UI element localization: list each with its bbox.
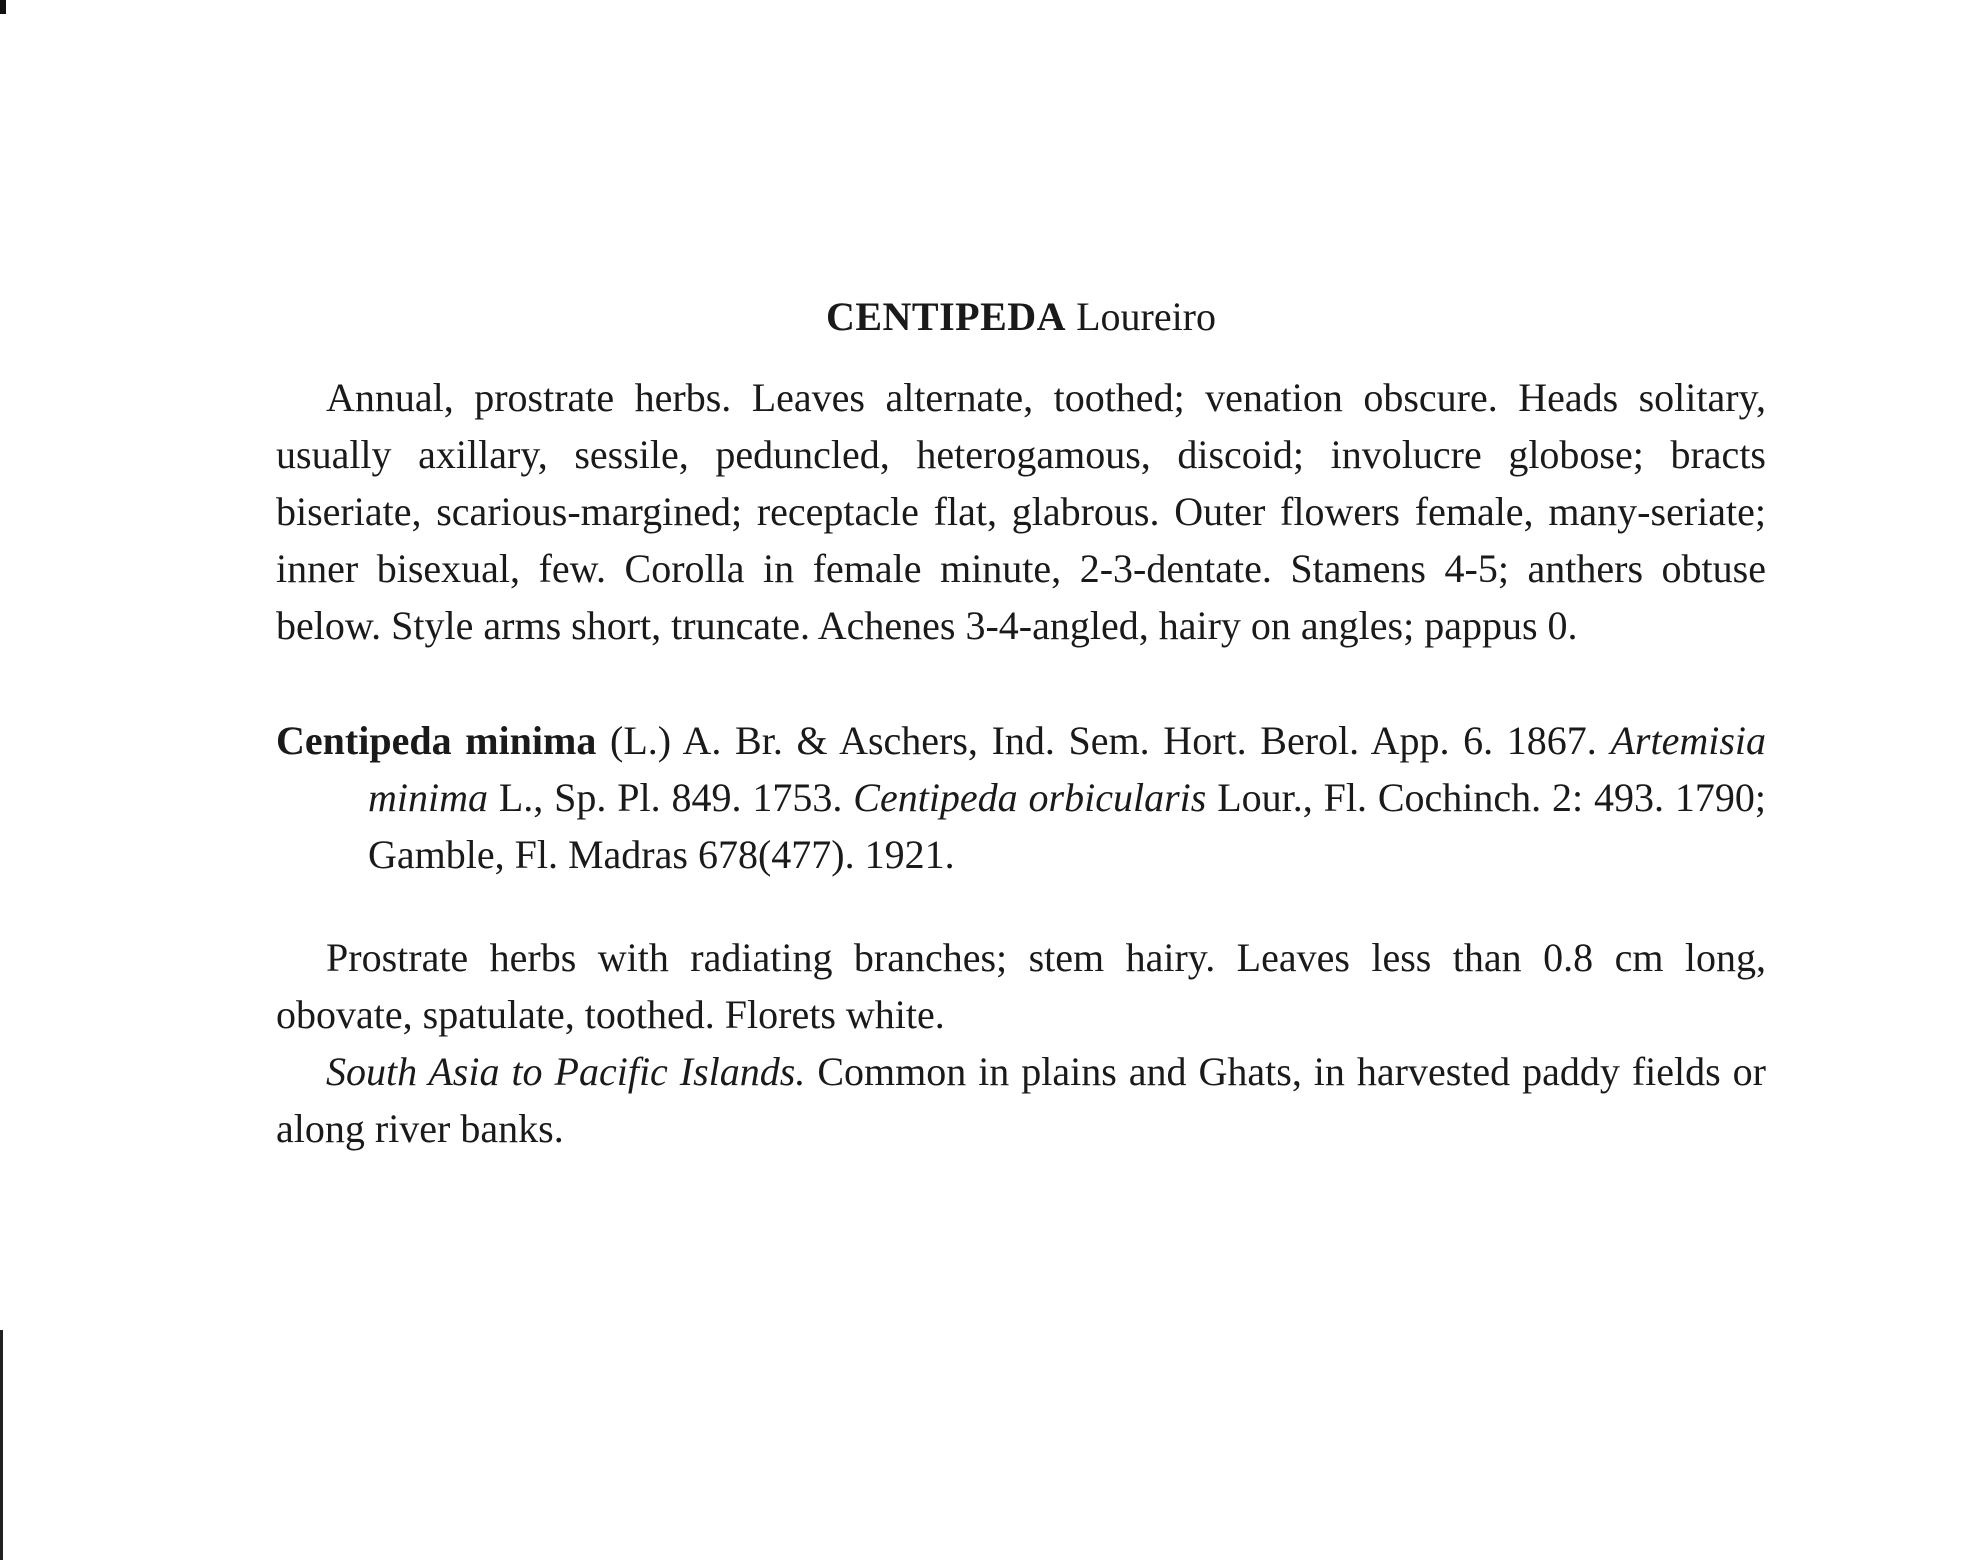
genus-author: Loureiro bbox=[1076, 294, 1217, 339]
species-citation-1: (L.) A. Br. & Aschers, Ind. Sem. Hort. Berol. App. 6. 1867. bbox=[610, 718, 1597, 763]
genus-name: CENTIPEDA bbox=[825, 294, 1067, 339]
document-page bbox=[276, 288, 1766, 1157]
species-citation-2: L., Sp. Pl. 849. 1753. bbox=[498, 775, 843, 820]
species-habitat: Common in plains and Ghats, in harvested paddy fields or along river banks. bbox=[276, 1049, 1766, 1151]
species-synonym-2: Centipeda orbicularis bbox=[853, 775, 1207, 820]
species-distribution: South Asia to Pacific Islands. bbox=[326, 1049, 806, 1094]
scan-edge-mark-top bbox=[0, 0, 6, 14]
scan-edge-mark-left bbox=[0, 1330, 3, 1560]
species-distribution-paragraph bbox=[276, 1043, 1766, 1157]
species-citation-3: Lour., Fl. Cochinch. 2: 493. 1790; Gamble, Fl. Madras 678(477). 1921. bbox=[368, 775, 1766, 877]
species-entry bbox=[276, 712, 1766, 883]
genus-heading bbox=[276, 288, 1766, 345]
species-synonym-1: Artemisia minima bbox=[368, 718, 1766, 820]
species-description: Prostrate herbs with radiating branches; stem hairy. Leaves less than 0.8 cm long, obovate, spatulate, toothed. Florets white. bbox=[276, 935, 1766, 1037]
species-name: Centipeda minima bbox=[276, 718, 597, 763]
genus-description: Annual, prostrate herbs. Leaves alternate, toothed; venation obscure. Heads solitary, usually axillary, sessile, peduncled, heterogamous, discoid; involucre globose; bracts biseriate, scarious-margined; receptacle flat, glabrous. Outer flowers female, many-seriate; inner bisexual, few. Corolla in female minute, 2-3-dentate. Stamens 4-5; anthers obtuse below. Style arms short, truncate. Achenes 3-4-angled, hairy on angles; pappus 0. bbox=[276, 375, 1766, 648]
